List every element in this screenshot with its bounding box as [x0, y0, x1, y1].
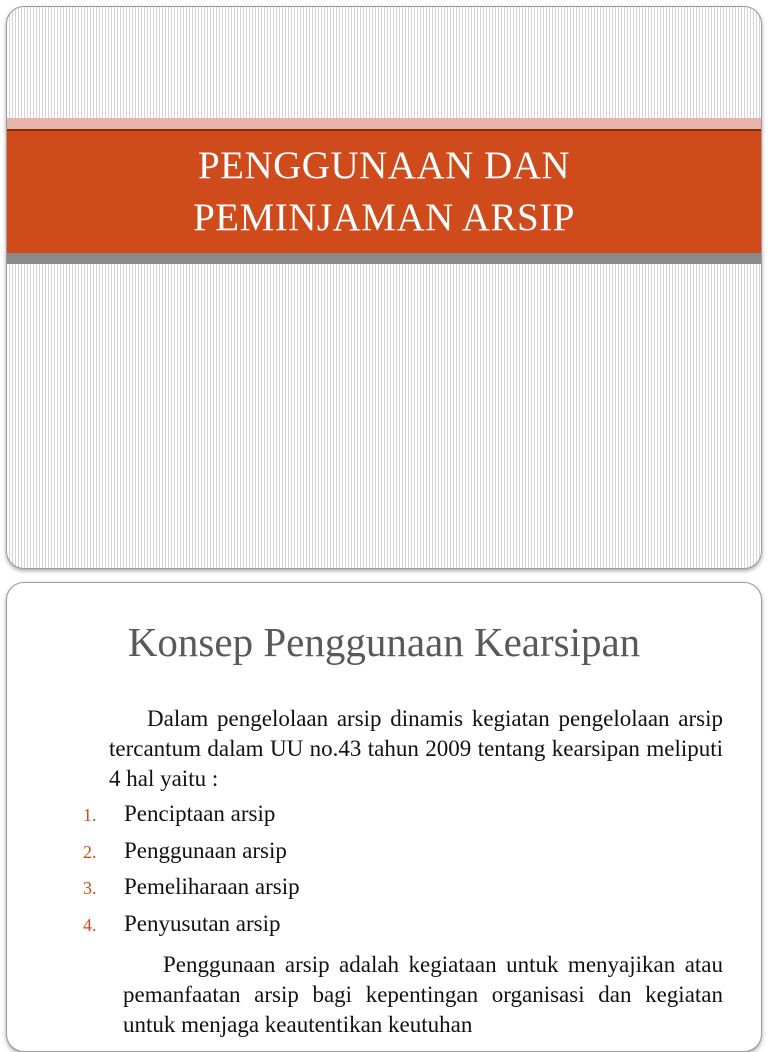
slide-title — [193, 140, 575, 244]
list-item-text: Penggunaan arsip — [124, 837, 287, 863]
list-item — [83, 838, 723, 875]
slide-title-line-2: PEMINJAMAN ARSIP — [193, 196, 575, 239]
slide-title-line-1: PENGGUNAAN DAN — [197, 144, 571, 187]
slide-heading: Konsep Penggunaan Kearsipan — [127, 619, 641, 665]
list-number: 4. — [83, 914, 97, 935]
title-slide — [6, 6, 762, 569]
grey-stripe — [7, 253, 761, 264]
intro-paragraph: Dalam pengelolaan arsip dinamis kegiatan pengelolaan arsip tercantum dalam UU no.43 tahun 2009 tentang kearsipan meliputi 4 hal yaitu : — [109, 706, 723, 791]
list-number: 3. — [83, 878, 97, 898]
list-item — [83, 911, 723, 948]
pink-stripe — [7, 118, 761, 129]
content-slide — [6, 582, 762, 1052]
list-item-text: Pemeliharaan arsip — [124, 874, 300, 899]
list-number: 1. — [83, 805, 97, 825]
list-item — [83, 801, 723, 838]
list-number: 2. — [83, 841, 97, 862]
body-paragraph: Penggunaan arsip adalah kegiataan untuk menyajikan atau pemanfaatan arsip bagi kepentingan organisasi dan kegiatan untuk menjaga keautentikan keutuhan — [123, 952, 723, 1037]
list-item — [83, 874, 723, 911]
list-item-text: Penciptaan arsip — [124, 801, 276, 826]
title-band — [7, 129, 761, 253]
list-item-text: Penyusutan arsip — [124, 910, 281, 936]
numbered-list — [83, 801, 723, 947]
